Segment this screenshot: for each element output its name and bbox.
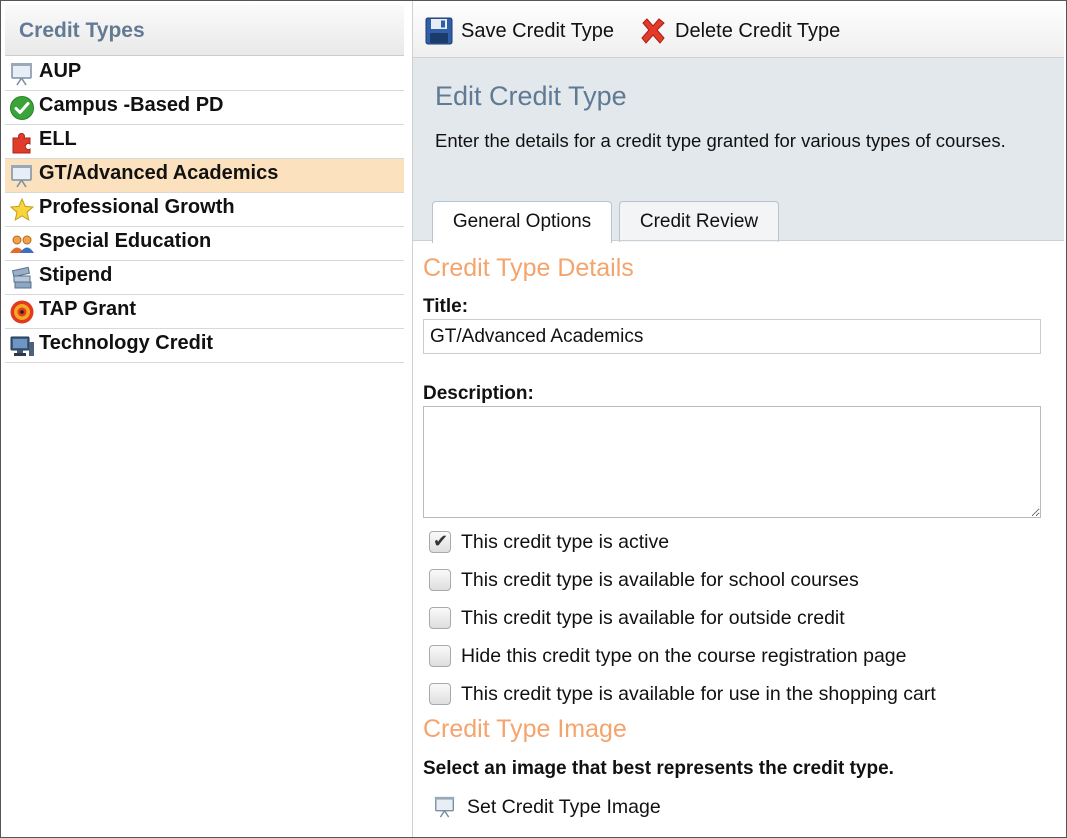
- checkbox-row-hide-registration[interactable]: [429, 642, 907, 670]
- page-title: Edit Credit Type: [435, 81, 627, 111]
- page-description: Enter the details for a credit type granted for various types of courses.: [435, 130, 1006, 151]
- delete-button-label: Delete Credit Type: [675, 19, 841, 42]
- puzzle-piece-icon: [9, 129, 35, 155]
- credit-type-item-technology-credit[interactable]: [5, 329, 404, 363]
- toolbar: [413, 5, 1064, 58]
- credit-type-item-special-education[interactable]: [5, 227, 404, 261]
- presentation-board-icon: [9, 163, 35, 189]
- credit-type-item-tap-grant[interactable]: [5, 295, 404, 329]
- title-input[interactable]: [423, 319, 1041, 354]
- presentation-board-icon: [433, 794, 457, 820]
- set-image-label: Set Credit Type Image: [467, 795, 661, 818]
- target-icon: [9, 299, 35, 325]
- school-courses-checkbox[interactable]: [429, 569, 451, 591]
- credit-type-details-heading: Credit Type Details: [423, 254, 634, 282]
- save-credit-type-button[interactable]: [425, 15, 614, 47]
- credit-type-item-aup[interactable]: [5, 57, 404, 91]
- credit-type-label: Campus -Based PD: [39, 94, 224, 116]
- credit-type-label: Stipend: [39, 264, 113, 286]
- hide-registration-checkbox[interactable]: [429, 645, 451, 667]
- delete-x-icon: [639, 17, 667, 45]
- tab-label: General Options: [452, 211, 592, 232]
- title-label: Title:: [423, 296, 469, 317]
- presentation-board-icon: [9, 61, 35, 87]
- checkbox-row-outside-credit[interactable]: [429, 604, 845, 632]
- floppy-disk-icon: [425, 17, 453, 45]
- checkbox-row-active[interactable]: [429, 528, 669, 556]
- credit-types-header: [5, 5, 404, 56]
- credit-type-image-heading: Credit Type Image: [423, 715, 627, 743]
- credit-type-item-ell[interactable]: [5, 125, 404, 159]
- credit-type-label: Technology Credit: [39, 332, 214, 354]
- active-checkbox[interactable]: [429, 531, 451, 553]
- star-icon: [9, 197, 35, 223]
- credit-types-panel: [5, 5, 405, 837]
- credit-type-list: [5, 57, 404, 363]
- outside-credit-checkbox[interactable]: [429, 607, 451, 629]
- shopping-cart-checkbox[interactable]: [429, 683, 451, 705]
- tab-credit-review[interactable]: [619, 201, 779, 242]
- checkbox-row-school-courses[interactable]: [429, 566, 859, 594]
- description-textarea[interactable]: [423, 406, 1041, 518]
- checkbox-row-shopping-cart[interactable]: [429, 680, 936, 708]
- credit-type-item-professional-growth[interactable]: [5, 193, 404, 227]
- credit-type-item-gt-advanced-academics[interactable]: [5, 159, 404, 193]
- credit-type-label: AUP: [39, 60, 82, 82]
- people-icon: [9, 231, 35, 257]
- green-check-icon: [9, 95, 35, 121]
- description-label: Description:: [423, 383, 534, 404]
- tab-label: Credit Review: [639, 211, 759, 232]
- checkbox-label: This credit type is available for school courses: [461, 568, 859, 591]
- credit-type-label: TAP Grant: [39, 298, 137, 320]
- image-prompt-text: Select an image that best represents the credit type.: [423, 758, 894, 779]
- panel-splitter[interactable]: [404, 1, 413, 837]
- edit-credit-type-panel: [413, 5, 1064, 837]
- credit-type-label: ELL: [39, 128, 77, 150]
- money-stack-icon: [9, 265, 35, 291]
- computer-icon: [9, 333, 35, 359]
- checkbox-label: This credit type is active: [461, 530, 670, 553]
- save-button-label: Save Credit Type: [461, 19, 615, 42]
- checkbox-label: This credit type is available for outside credit: [461, 606, 845, 629]
- credit-type-item-campus-based-pd[interactable]: [5, 91, 404, 125]
- credit-type-label: Professional Growth: [39, 196, 235, 218]
- delete-credit-type-button[interactable]: [639, 15, 840, 47]
- panel-title: Credit Types: [19, 19, 145, 42]
- checkbox-label: This credit type is available for use in the shopping cart: [461, 682, 936, 705]
- tab-general-options[interactable]: [432, 201, 612, 243]
- credit-type-item-stipend[interactable]: [5, 261, 404, 295]
- credit-type-label: GT/Advanced Academics: [39, 162, 279, 184]
- set-credit-type-image-link[interactable]: [433, 792, 661, 822]
- credit-type-label: Special Education: [39, 230, 212, 252]
- checkbox-label: Hide this credit type on the course registration page: [461, 644, 907, 667]
